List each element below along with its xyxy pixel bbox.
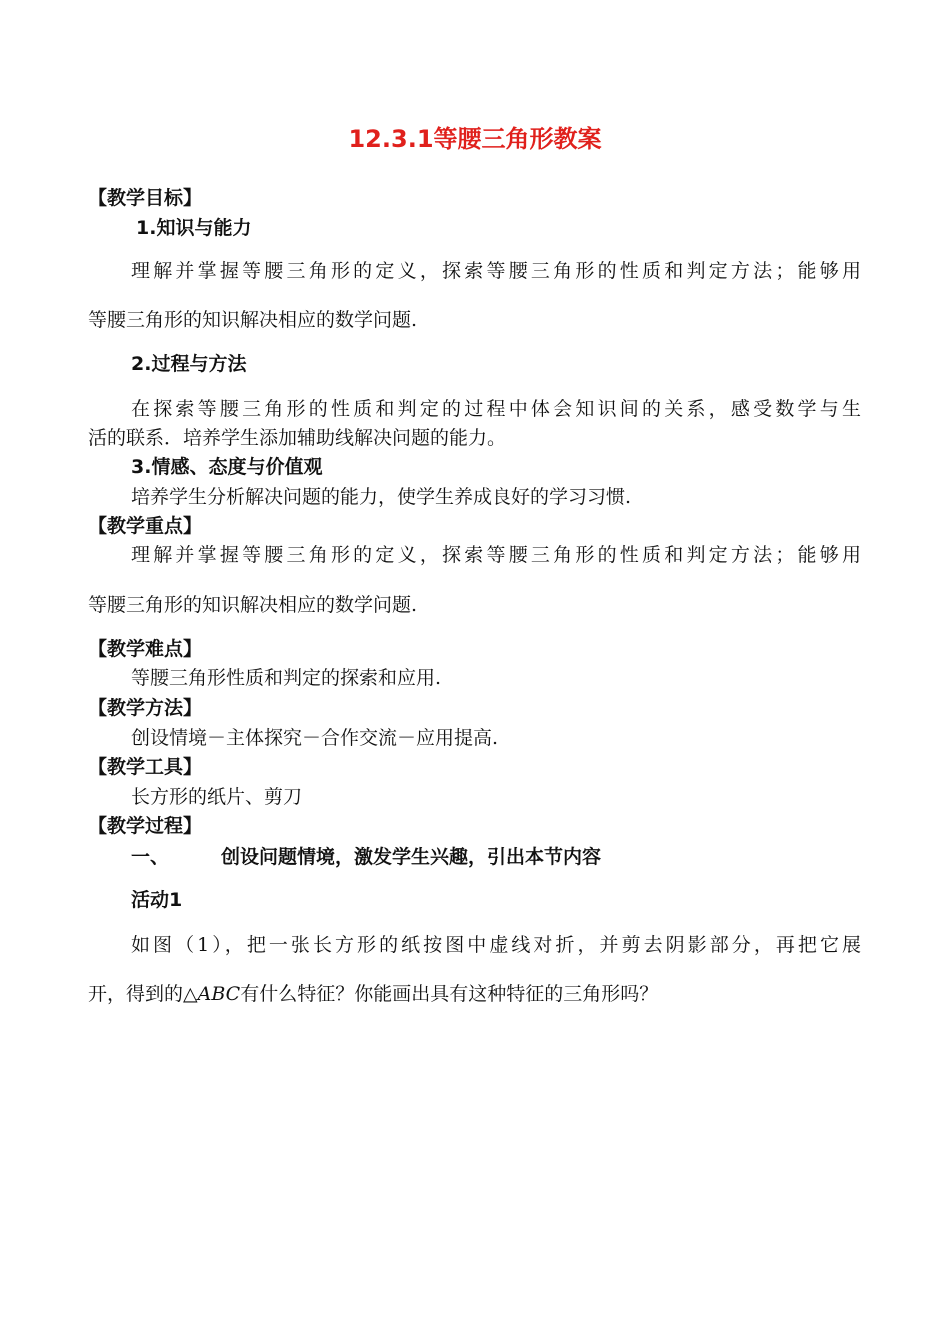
procedure-step1-number: 一、 — [131, 846, 170, 868]
key-points-text-line1: 理解并掌握等腰三角形的定义，探索等腰三角形的性质和判定方法；能够用 — [131, 544, 861, 566]
objectives-heading: 【教学目标】 — [88, 187, 203, 209]
difficulties-text: 等腰三角形性质和判定的探索和应用. — [131, 667, 442, 689]
procedure-step1 — [131, 845, 601, 869]
difficulties-heading: 【教学难点】 — [88, 638, 203, 660]
activity-text-line2 — [88, 982, 658, 1006]
activity-text-line1: 如图（1），把一张长方形的纸按图中虚线对折，并剪去阴影部分，再把它展 — [131, 934, 861, 956]
activity-label: 活动1 — [131, 889, 183, 911]
methods-text: 创设情境－主体探究－合作交流－应用提高. — [131, 727, 499, 749]
objective-process-label: 2.过程与方法 — [131, 353, 247, 375]
tools-heading: 【教学工具】 — [88, 756, 203, 778]
objective-knowledge-text-line2: 等腰三角形的知识解决相应的数学问题. — [88, 309, 418, 331]
objective-emotion-label: 3.情感、态度与价值观 — [131, 456, 323, 478]
key-points-heading: 【教学重点】 — [88, 515, 203, 537]
objective-emotion-text: 培养学生分析解决问题的能力，使学生养成良好的学习习惯. — [131, 486, 632, 508]
objective-process-text-line1: 在探索等腰三角形的性质和判定的过程中体会知识间的关系，感受数学与生 — [131, 398, 861, 420]
methods-heading: 【教学方法】 — [88, 697, 203, 719]
activity-text-line2-start: 开，得到的△ — [88, 983, 198, 1005]
tools-text: 长方形的纸片、剪刀 — [131, 786, 303, 808]
procedure-heading: 【教学过程】 — [88, 815, 203, 837]
activity-text-line2-end: 有什么特征？你能画出具有这种特征的三角形吗？ — [240, 983, 659, 1005]
triangle-abc-label: ABC — [197, 983, 241, 1005]
objective-knowledge-label: 1.知识与能力 — [136, 217, 252, 239]
document-title: 12.3.1等腰三角形教案 — [348, 125, 602, 153]
objective-knowledge-text-line1: 理解并掌握等腰三角形的定义，探索等腰三角形的性质和判定方法；能够用 — [131, 260, 861, 282]
procedure-step1-title: 创设问题情境，激发学生兴趣，引出本节内容 — [221, 846, 602, 868]
key-points-text-line2: 等腰三角形的知识解决相应的数学问题. — [88, 594, 418, 616]
objective-process-text-line2: 活的联系．培养学生添加辅助线解决问题的能力。 — [88, 427, 507, 449]
